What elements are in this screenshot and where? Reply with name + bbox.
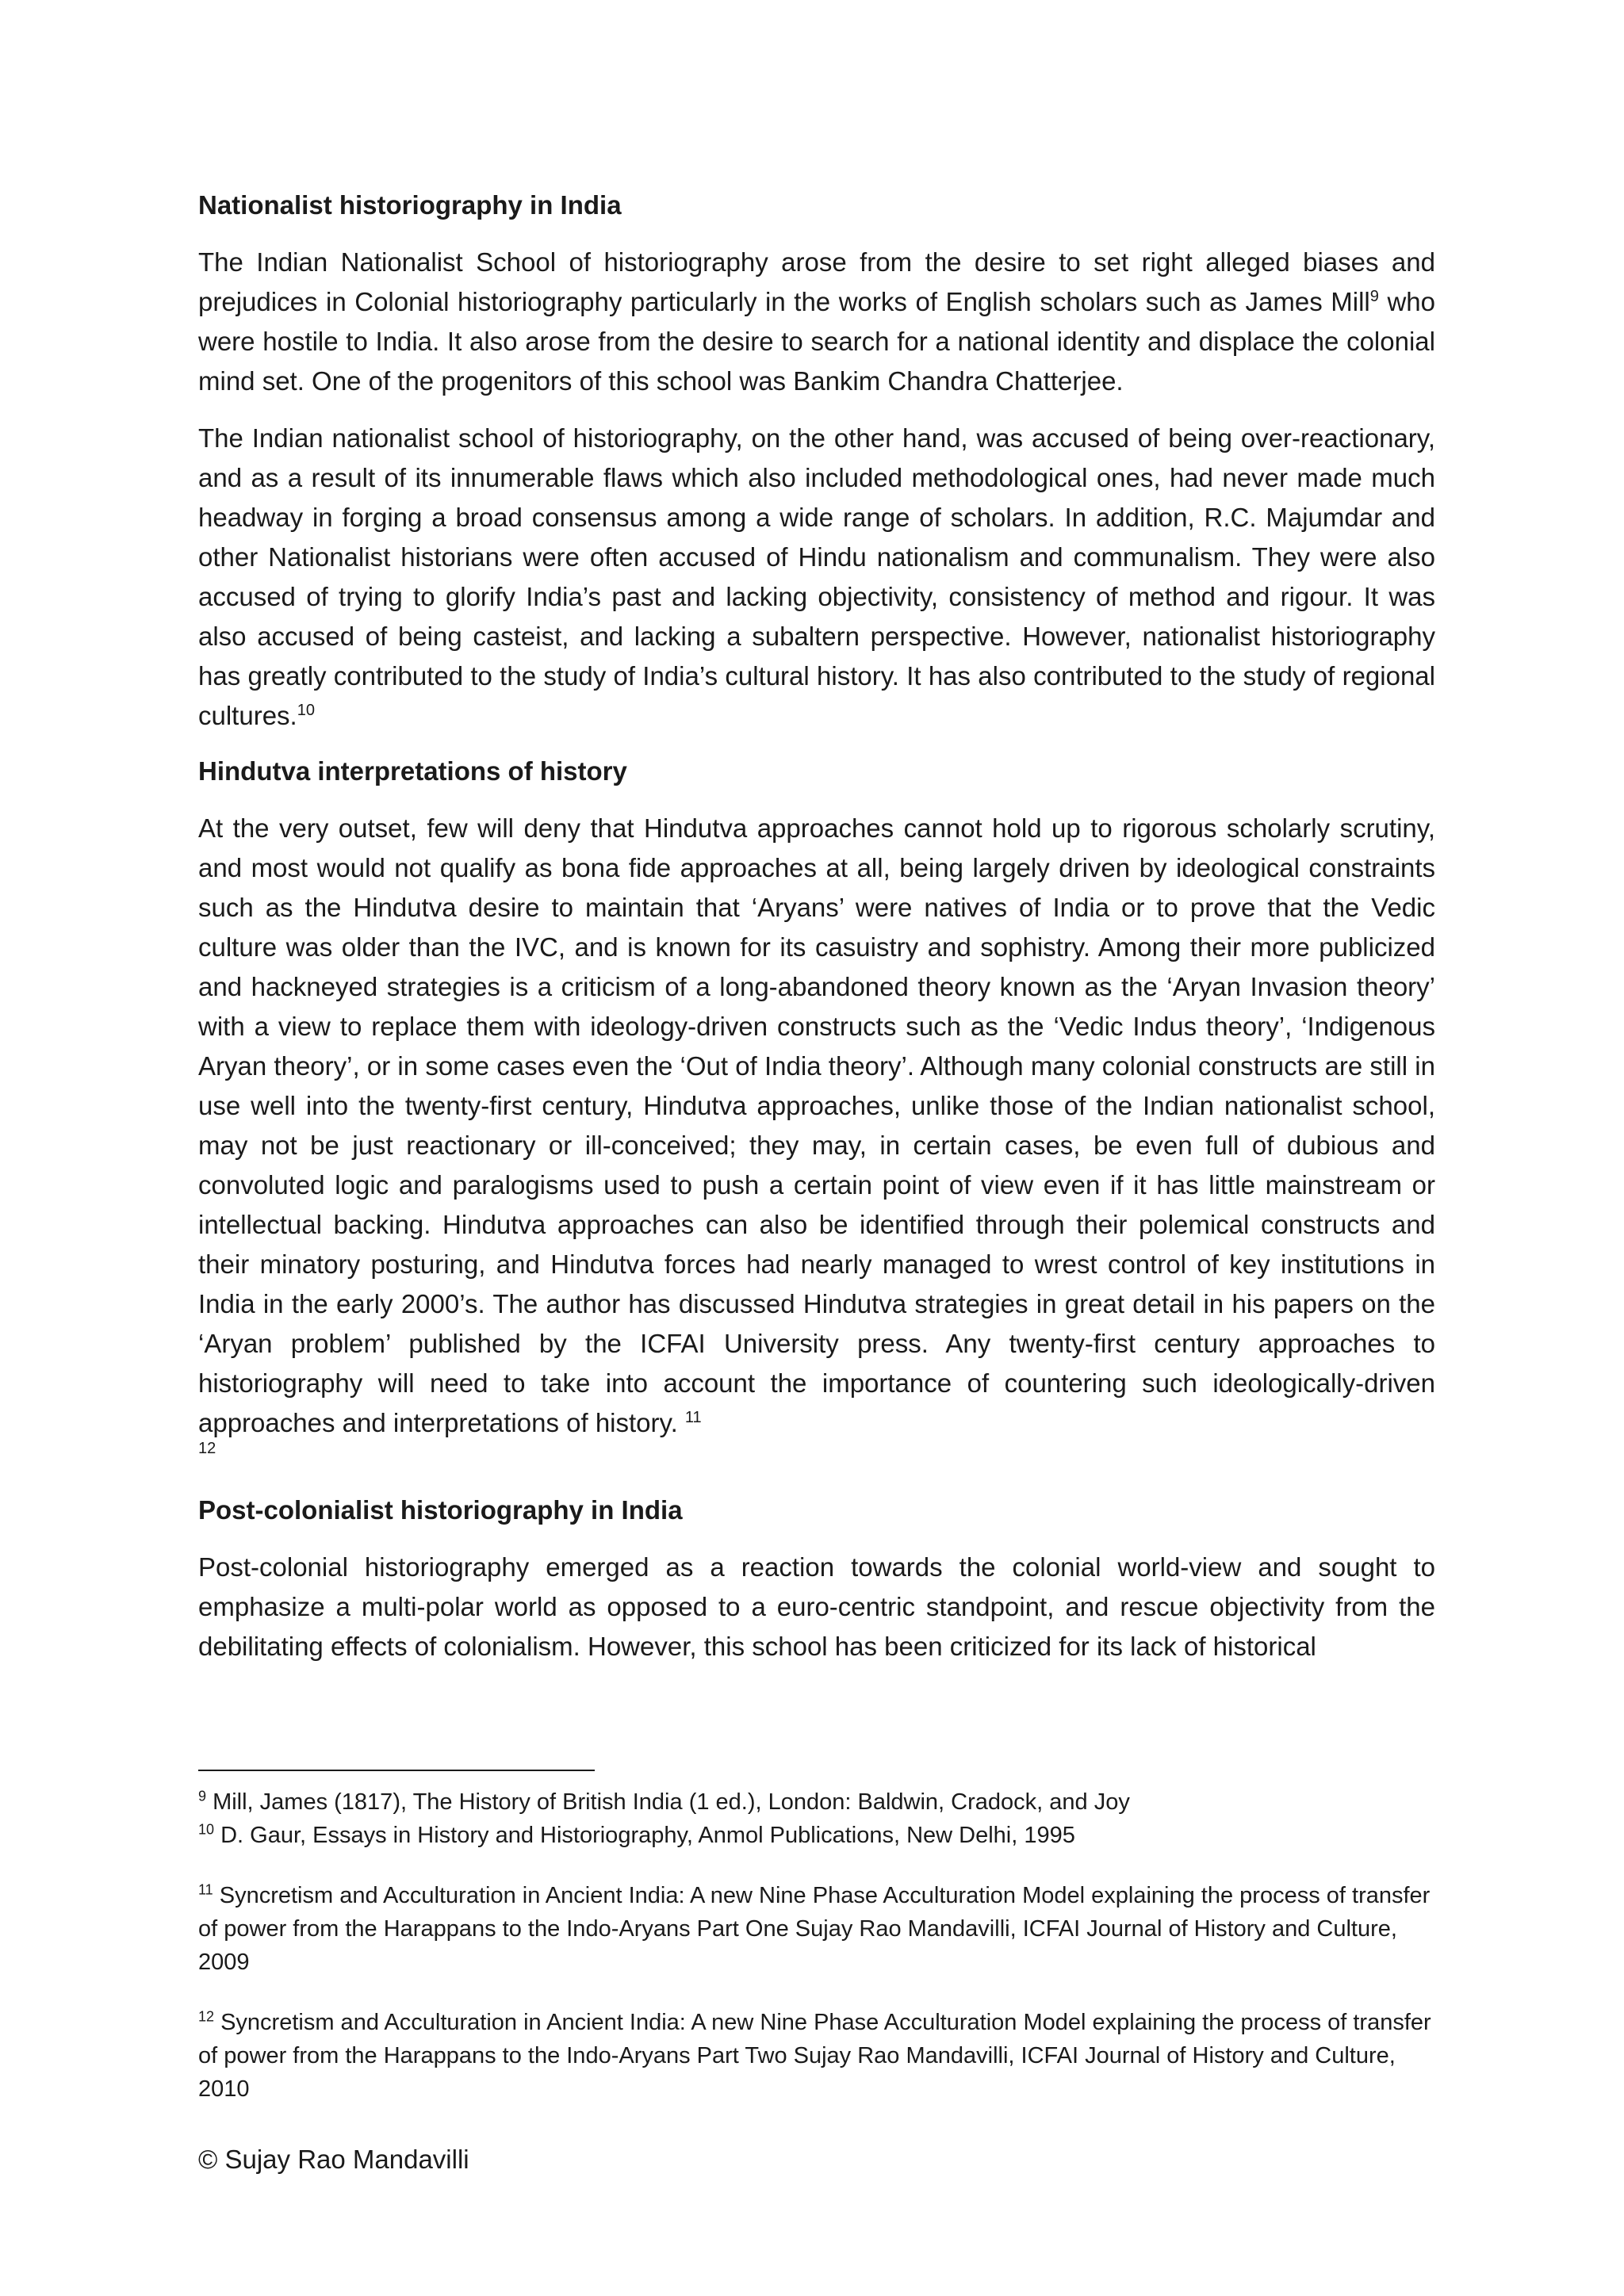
footnote-11: $^{11}$ Syncretism and Acculturation in Ancient India: A new Nine Phase Acculturation Model explaining the process of transfer of power from the Harappans to the Indo-Aryans Part One Sujay Rao Mandavilli, ICFAI Journal of History and Culture, 2009 — [198, 1881, 1431, 1975]
paragraph-hindutva-1: At the very outset, few will deny that Hindutva approaches cannot hold up to rigorous scholarly scrutiny, and most would not qualify as bona fide approaches at all, being largely driven by ideological constraints such as the Hindutva desire to maintain that ‘Aryans’ were natives of India or to prove that the Vedic culture was older than the IVC, and is known for its casuistry and sophistry. Among their more publicized and hackneyed strategies is a criticism of a long-abandoned theory known as the ‘Aryan Invasion theory’ with a view to replace them with ideology-driven constructs such as the ‘Vedic Indus theory’, ‘Indigenous Aryan theory’, or in some cases even the ‘Out of India theory’. Although many colonial constructs are still in use well into the twenty-first century, Hindutva approaches, unlike those of the Indian nationalist school, may not be just reactionary or ill-conceived; they may, in certain cases, be even full of dubious and convoluted logic and paralogisms used to push a certain point of view even if it has little mainstream or intellectual backing. Hindutva approaches can also be identified through their polemical constructs and their minatory posturing, and Hindutva forces had nearly managed to wrest control of key institutions in India in the early 2000’s. The author has discussed Hindutva strategies in great detail in his papers on the ‘Aryan problem’ published by the ICFAI University press. Any twenty-first century approaches to historiography will need to take into account the importance of countering such ideologically-driven approaches and interpretations of history. $^{11}$ — [198, 813, 1435, 1437]
footnote-ref-10[interactable]: 10 — [297, 702, 315, 719]
footnote-ref-11[interactable]: 11 — [684, 1409, 702, 1426]
paragraph-nationalist-2: The Indian nationalist school of historiography, on the other hand, was accused of being over-reactionary, and as a result of its innumerable flaws which also included methodological ones, had never made much headway in forging a broad consensus among a wide range of scholars. In addition, R.C. Majumdar and other Nationalist historians were often accused of Hindu nationalism and communalism. They were also accused of trying to glorify India’s past and lacking objectivity, consistency of method and rigour. It was also accused of being casteist, and lacking a subaltern perspective. However, nationalist historiography has greatly contributed to the study of India’s cultural history. It has also contributed to the study of regional cultures.$^{10}$ — [198, 423, 1435, 730]
section-heading-nationalist: Nationalist historiography in India — [198, 190, 622, 220]
footnote-12: $^{12}$ Syncretism and Acculturation in Ancient India: A new Nine Phase Acculturation Model explaining the process of transfer of power from the Harappans to the Indo-Aryans Part Two Sujay Rao Mandavilli, ICFAI Journal of History and Culture, 2010 — [198, 2008, 1431, 2102]
section-heading-hindutva: Hindutva interpretations of history — [198, 756, 627, 786]
copyright-notice: © Sujay Rao Mandavilli — [198, 2145, 469, 2174]
footnote-ref-9[interactable]: 9 — [1369, 288, 1379, 305]
section-heading-postcolonial: Post-colonialist historiography in India — [198, 1495, 683, 1525]
paragraph-postcolonial-1: Post-colonial historiography emerged as a reaction towards the colonial world-view and sought to emphasize a multi-polar world as opposed to a euro-centric standpoint, and rescue objectivity from the debilitating effects of colonialism. However, this school has been criticized for its lack of historical — [198, 1552, 1435, 1661]
footnotes — [198, 1770, 1435, 2106]
paragraph-nationalist-1: The Indian Nationalist School of historiography arose from the desire to set right alleged biases and prejudices in Colonial historiography particularly in the works of English scholars such as James Mill$^9$ who were hostile to India. It also arose from the desire to search for a national identity and displace the colonial mind set. One of the progenitors of this school was Bankim Chandra Chatterjee. — [198, 247, 1435, 396]
footnote-ref-12[interactable]: 12 — [198, 1440, 216, 1457]
footnote-9: $^9$ Mill, James (1817), The History of British India (1 ed.), London: Baldwin, Cradock, and Joy — [198, 1788, 1130, 1815]
footnote-10: $^{10}$ D. Gaur, Essays in History and Historiography, Anmol Publications, New Delhi, 1995 — [198, 1821, 1075, 1848]
document-body — [198, 187, 1435, 1684]
footnote-separator — [198, 1770, 595, 1771]
